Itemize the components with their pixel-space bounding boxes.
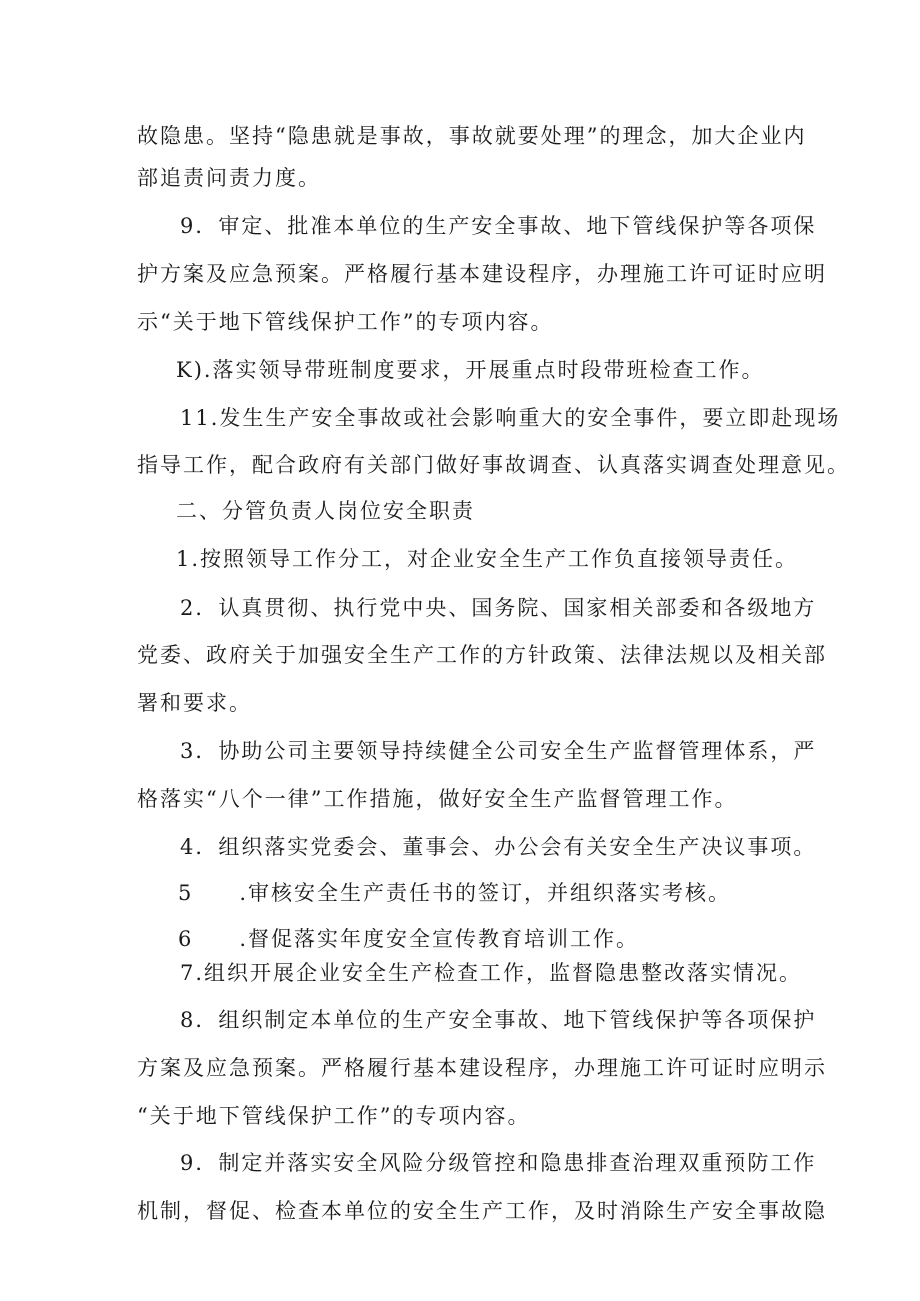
paragraph-line: 9．审定、批准本单位的生产安全事故、地下管线保护等各项保: [180, 214, 817, 238]
paragraph-line: K).落实领导带班制度要求，开展重点时段带班检查工作。: [176, 358, 765, 382]
paragraph-line: 3．协助公司主要领导持续健全公司安全生产监督管理体系，严: [180, 739, 817, 763]
paragraph-line: 机制，督促、检查本单位的安全生产工作，及时消除生产安全事故隐: [137, 1199, 827, 1223]
paragraph-line: 5 .审核安全生产责任书的签订，并组织落实考核。: [178, 881, 732, 905]
paragraph-line: 2．认真贯彻、执行党中央、国务院、国家相关部委和各级地方: [180, 596, 817, 620]
paragraph-line: 格落实“八个一律”工作措施，做好安全生产监督管理工作。: [137, 787, 738, 811]
section-heading: 二、分管负责人岗位安全职责: [176, 499, 475, 523]
paragraph-line: 部追责问责力度。: [137, 166, 321, 190]
paragraph-line: 7.组织开展企业安全生产检查工作，监督隐患整改落实情况。: [180, 961, 803, 985]
paragraph-line: 署和要求。: [137, 691, 252, 715]
paragraph-line: 4．组织落实党委会、董事会、办公会有关安全生产决议事项。: [180, 835, 817, 859]
paragraph-line: 示“关于地下管线保护工作”的专项内容。: [137, 310, 554, 334]
paragraph-line: 1.按照领导工作分工，对企业安全生产工作负直接领导责任。: [176, 547, 799, 571]
paragraph-line: 6 .督促落实年度安全宣传教育培训工作。: [178, 927, 640, 951]
paragraph-line: 9．制定并落实安全风险分级管控和隐患排查治理双重预防工作: [180, 1151, 817, 1175]
paragraph-line: 11.发生生产安全事故或社会影响重大的安全事件，要立即赴现场: [180, 406, 841, 430]
paragraph-line: 方案及应急预案。严格履行基本建设程序，办理施工许可证时应明示: [137, 1056, 827, 1080]
paragraph-line: 指导工作，配合政府有关部门做好事故调查、认真落实调查处理意见。: [137, 453, 850, 477]
paragraph-line: “关于地下管线保护工作”的专项内容。: [137, 1104, 531, 1128]
paragraph-line: 护方案及应急预案。严格履行基本建设程序，办理施工许可证时应明: [137, 262, 827, 286]
paragraph-line: 8．组织制定本单位的生产安全事故、地下管线保护等各项保护: [180, 1008, 817, 1032]
paragraph-line: 党委、政府关于加强安全生产工作的方针政策、法律法规以及相关部: [137, 643, 827, 667]
paragraph-line: 故隐患。坚持“隐患就是事故，事故就要处理”的理念，加大企业内: [137, 124, 807, 148]
